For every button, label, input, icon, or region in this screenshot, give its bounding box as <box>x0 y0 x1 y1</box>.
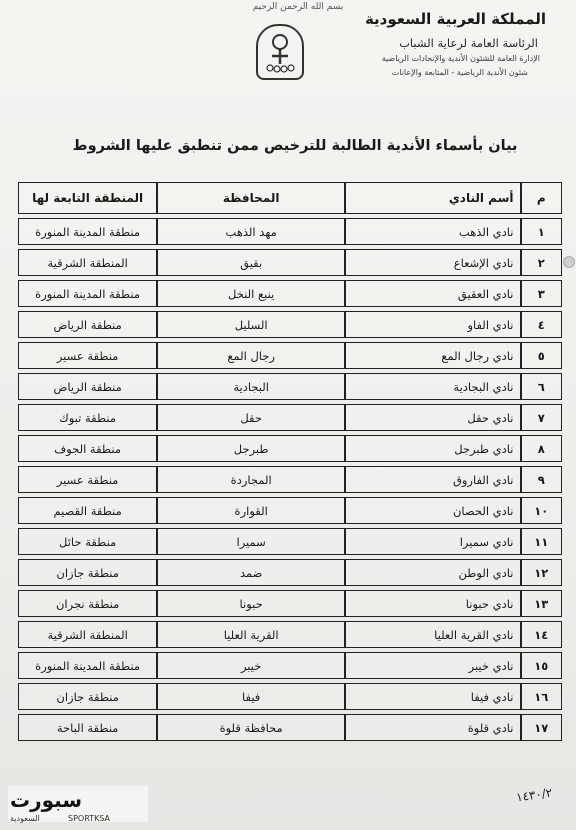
row-club: نادي حقل <box>345 404 520 431</box>
row-region: منطقة المدينة المنورة <box>18 280 157 307</box>
table-row <box>18 528 562 555</box>
header-governorate: المحافظة <box>157 182 345 214</box>
row-region: منطقة جازان <box>18 559 157 586</box>
table-header-row <box>18 182 562 214</box>
row-governorate: المجاردة <box>157 466 345 493</box>
table-row <box>18 497 562 524</box>
table-row <box>18 435 562 462</box>
table-row <box>18 311 562 338</box>
presidency-logo-icon <box>256 24 304 80</box>
row-region: منطقة الجوف <box>18 435 157 462</box>
row-region: منطقة الرياض <box>18 373 157 400</box>
table-row <box>18 683 562 710</box>
row-region: المنطقة الشرقية <box>18 249 157 276</box>
row-num: ١ <box>521 218 563 245</box>
row-region: منطقة حائل <box>18 528 157 555</box>
row-governorate: مهد الذهب <box>157 218 345 245</box>
row-num: ٥ <box>521 342 563 369</box>
row-club: نادي سميرا <box>345 528 520 555</box>
administration-name: الإدارة العامة للشئون الأندية والإتحادات الرياضية <box>381 54 540 63</box>
table-row <box>18 404 562 431</box>
row-num: ١٣ <box>521 590 563 617</box>
row-num: ٩ <box>521 466 563 493</box>
row-region: منطقة الباحة <box>18 714 157 741</box>
row-region: منطقة جازان <box>18 683 157 710</box>
row-club: نادي الفاروق <box>345 466 520 493</box>
handwritten-date: ١٤٣٠/٢ <box>515 785 554 805</box>
table-row <box>18 249 562 276</box>
table-row <box>18 373 562 400</box>
watermark-sub-latin: SPORTKSA <box>68 814 111 823</box>
row-club: نادي القرية العليا <box>345 621 520 648</box>
row-num: ١٥ <box>521 652 563 679</box>
row-num: ١٤ <box>521 621 563 648</box>
row-club: نادي الوطن <box>345 559 520 586</box>
watermark-sub: السعودية <box>10 814 40 823</box>
row-governorate: القوارة <box>157 497 345 524</box>
table-row <box>18 621 562 648</box>
row-club: نادي البجادية <box>345 373 520 400</box>
table-row <box>18 280 562 307</box>
row-club: نادي طبرجل <box>345 435 520 462</box>
table-row <box>18 590 562 617</box>
row-club: نادي خيبر <box>345 652 520 679</box>
header-region: المنطقة التابعة لها <box>18 182 157 214</box>
table-row <box>18 342 562 369</box>
row-club: نادي رجال المع <box>345 342 520 369</box>
row-region: منطقة عسير <box>18 342 157 369</box>
row-club: نادي الذهب <box>345 218 520 245</box>
row-club: نادي الحصان <box>345 497 520 524</box>
row-num: ٦ <box>521 373 563 400</box>
row-region: منطقة تبوك <box>18 404 157 431</box>
header-num: م <box>521 182 563 214</box>
row-club: نادي فيفا <box>345 683 520 710</box>
row-governorate: سميرا <box>157 528 345 555</box>
row-club: نادي العقيق <box>345 280 520 307</box>
row-governorate: القرية العليا <box>157 621 345 648</box>
clubs-table <box>18 178 562 745</box>
table-row <box>18 218 562 245</box>
row-governorate: السليل <box>157 311 345 338</box>
presidency-name: الرئاسة العامة لرعاية الشباب <box>399 36 538 50</box>
row-num: ٨ <box>521 435 563 462</box>
punch-hole <box>563 256 575 268</box>
table-row <box>18 559 562 586</box>
row-num: ٧ <box>521 404 563 431</box>
row-governorate: ضمد <box>157 559 345 586</box>
row-club: نادي الإشعاع <box>345 249 520 276</box>
row-governorate: فيفا <box>157 683 345 710</box>
row-num: ١٧ <box>521 714 563 741</box>
row-governorate: بقيق <box>157 249 345 276</box>
row-region: المنطقة الشرقية <box>18 621 157 648</box>
row-num: ٣ <box>521 280 563 307</box>
letterhead <box>0 0 576 110</box>
row-num: ١١ <box>521 528 563 555</box>
row-num: ١٠ <box>521 497 563 524</box>
basmala: بسم الله الرحمن الرحيم <box>252 2 344 12</box>
watermark-logo: سبورت <box>10 788 82 812</box>
row-governorate: حقل <box>157 404 345 431</box>
row-governorate: رجال المع <box>157 342 345 369</box>
row-governorate: حبونا <box>157 590 345 617</box>
table-row <box>18 714 562 741</box>
row-region: منطقة المدينة المنورة <box>18 218 157 245</box>
row-region: منطقة عسير <box>18 466 157 493</box>
table-row <box>18 652 562 679</box>
row-num: ٤ <box>521 311 563 338</box>
row-governorate: طبرجل <box>157 435 345 462</box>
row-governorate: ينبع النخل <box>157 280 345 307</box>
row-num: ٢ <box>521 249 563 276</box>
row-club: نادي حبونا <box>345 590 520 617</box>
row-region: منطقة القصيم <box>18 497 157 524</box>
department-name: شئون الأندية الرياضية - المتابعة والإعانات <box>391 68 528 77</box>
row-region: منطقة المدينة المنورة <box>18 652 157 679</box>
row-num: ١٦ <box>521 683 563 710</box>
row-num: ١٢ <box>521 559 563 586</box>
row-governorate: خيبر <box>157 652 345 679</box>
row-governorate: البجادية <box>157 373 345 400</box>
kingdom-name: المملكة العربية السعودية <box>364 10 546 28</box>
header-club: أسم النادي <box>345 182 520 214</box>
row-club: نادي الفاو <box>345 311 520 338</box>
row-region: منطقة الرياض <box>18 311 157 338</box>
row-region: منطقة نجران <box>18 590 157 617</box>
row-governorate: محافظة قلوة <box>157 714 345 741</box>
row-club: نادي قلوة <box>345 714 520 741</box>
document-title: بيان بأسماء الأندية الطالبة للترخيص ممن تنطبق عليها الشروط <box>72 138 518 154</box>
table-row <box>18 466 562 493</box>
